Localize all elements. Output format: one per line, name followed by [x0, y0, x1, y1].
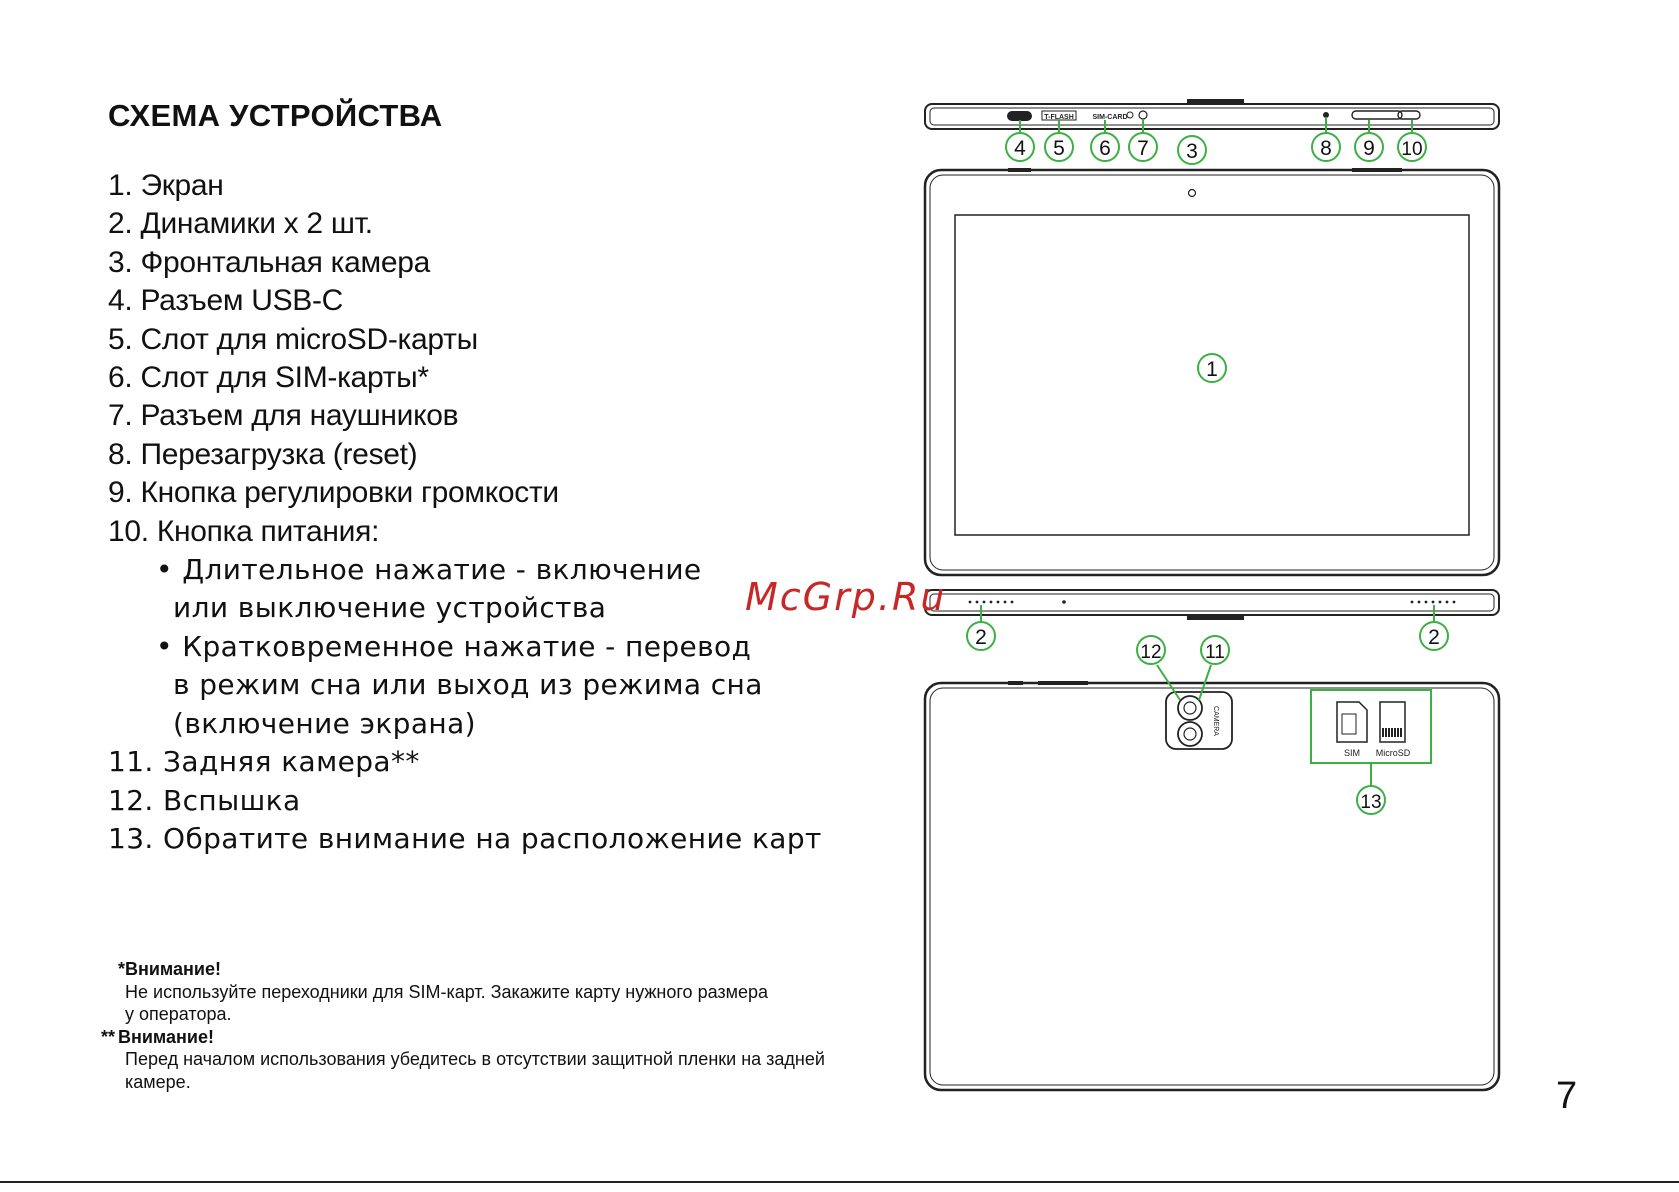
reset-hole	[1324, 113, 1328, 117]
footnote-heading: Внимание!	[125, 959, 221, 979]
footnote-text: Не используйте переходники для SIM-карт. Закажите карту нужного размера	[125, 981, 769, 1002]
callout-2-left	[967, 622, 995, 650]
footnote-star: *	[117, 959, 125, 979]
watermark: McGrp.Ru	[745, 575, 947, 619]
callout-11	[1201, 636, 1229, 664]
svg-text:2: 2	[975, 626, 987, 649]
bottom-edge-view	[925, 590, 1499, 619]
svg-text:9: 9	[1363, 137, 1375, 160]
microsd-label: MicroSD	[1375, 748, 1411, 758]
rear-camera	[1178, 722, 1202, 746]
svg-text:6: 6	[1099, 137, 1111, 160]
bottom-rule	[0, 1181, 1679, 1183]
simcard-label: SIM-CARD	[1092, 114, 1128, 121]
list-item: 11. Задняя камера**	[108, 745, 420, 779]
svg-text:5: 5	[1053, 137, 1065, 160]
power-sub-item: (включение экрана)	[173, 706, 477, 740]
svg-text:7: 7	[1137, 137, 1149, 160]
svg-text:11: 11	[1205, 642, 1225, 663]
list-item: 1. Экран	[108, 169, 224, 202]
footnote-heading: Внимание!	[118, 1026, 214, 1047]
callout-3	[1178, 136, 1206, 164]
card-orientation-box	[1311, 690, 1431, 763]
callout-9	[1355, 133, 1383, 161]
camera-text: CAMERA	[1212, 706, 1219, 736]
list-item: 6. Слот для SIM-карты*	[108, 361, 429, 395]
svg-text:8: 8	[1320, 137, 1332, 160]
callout-12	[1137, 636, 1165, 664]
callouts	[967, 117, 1448, 814]
list-item: 5. Слот для microSD-карты	[108, 322, 478, 356]
svg-text:2: 2	[1428, 626, 1440, 649]
usb-c-port	[1008, 112, 1031, 120]
page-title: СХЕМА УСТРОЙСТВА	[108, 98, 443, 133]
svg-text:13: 13	[1360, 792, 1382, 813]
callout-7	[1129, 133, 1157, 161]
list-item: 3. Фронтальная камера	[108, 245, 431, 279]
svg-text:3: 3	[1186, 140, 1198, 163]
callout-10	[1398, 133, 1426, 161]
list-item: 9. Кнопка регулировки громкости	[108, 476, 559, 510]
svg-text:4: 4	[1014, 137, 1026, 160]
list-item: 12. Вспышка	[108, 783, 301, 817]
footnote-text: камере.	[125, 1071, 191, 1092]
power-sub-item: или выключение устройства	[173, 591, 607, 625]
microphone-hole	[1062, 600, 1066, 604]
back-view	[925, 683, 1499, 1090]
callout-2-right	[1420, 622, 1448, 650]
tflash-label: T-FLASH	[1044, 114, 1074, 121]
list-item: 7. Разъем для наушников	[108, 399, 459, 433]
headphone-jack	[1139, 111, 1147, 119]
sim-label: SIM	[1343, 748, 1361, 758]
footnote-text: у оператора.	[125, 1004, 232, 1024]
list-item: 2. Динамики х 2 шт.	[108, 207, 373, 241]
svg-text:12: 12	[1140, 642, 1162, 663]
svg-text:1: 1	[1206, 358, 1218, 381]
callout-8	[1312, 133, 1340, 161]
front-camera	[1189, 190, 1196, 197]
list-item: 4. Разъем USB-C	[108, 284, 344, 318]
speaker-grille-right	[1411, 601, 1456, 604]
footnote-star: **	[101, 1026, 116, 1047]
list-item: 13. Обратите внимание на расположение карт	[108, 821, 822, 855]
power-sub-item: в режим сна или выход из режима сна	[173, 668, 763, 702]
list-item: 8. Перезагрузка (reset)	[108, 437, 418, 471]
page-number: 7	[1556, 1075, 1578, 1117]
callout-1	[1198, 354, 1226, 382]
power-sub-item: • Кратковременное нажатие - перевод	[156, 629, 752, 663]
volume-button	[1352, 111, 1402, 119]
svg-text:10: 10	[1401, 139, 1423, 160]
callout-13	[1357, 786, 1385, 814]
callout-4	[1006, 133, 1034, 161]
power-sub-item: • Длительное нажатие - включение	[156, 553, 702, 587]
footnote-text: Перед началом использования убедитесь в отсутствии защитной пленки на задней	[125, 1049, 825, 1069]
callout-5	[1045, 133, 1073, 161]
list-item: 10. Кнопка питания:	[108, 514, 380, 548]
speaker-grille-left	[969, 601, 1014, 604]
callout-6	[1091, 133, 1119, 161]
